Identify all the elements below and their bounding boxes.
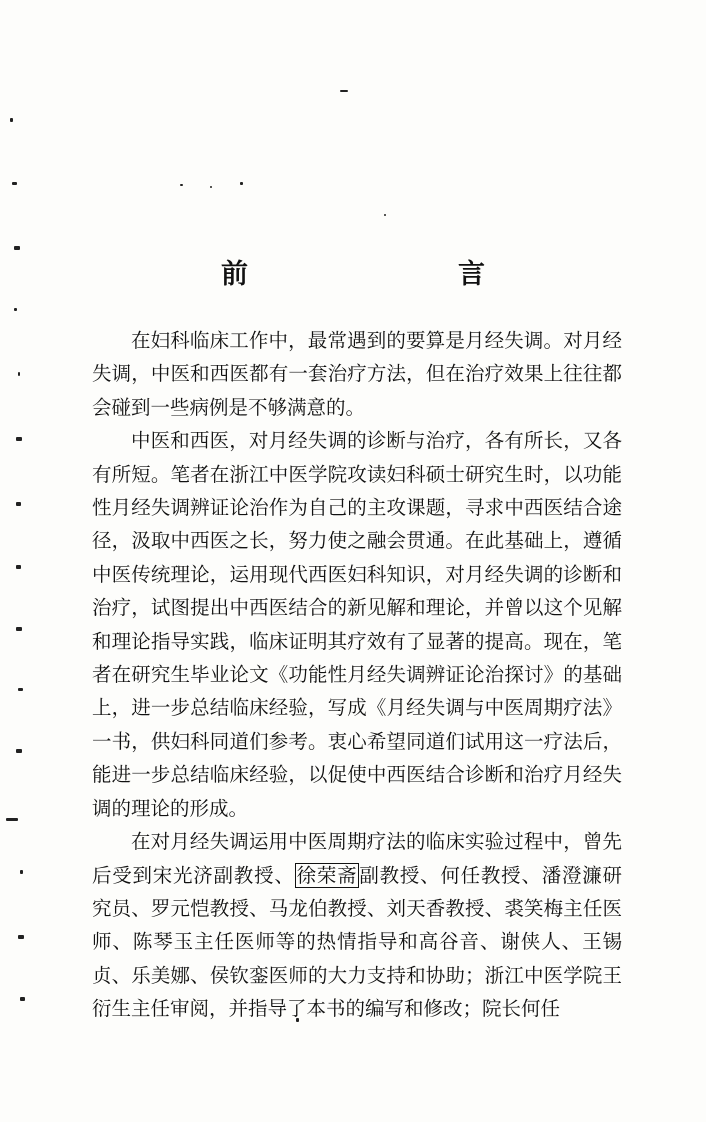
boxed-name: 徐荣斋 [296,863,358,887]
paragraph-3 [92,825,622,1025]
paragraph-2: 中医和西医，对月经失调的诊断与治疗，各有所长，又各有所短。笔者在浙江中医学院攻读妇科硕士研究生时，以功能性月经失调辨证论治作为自己的主攻课题，寻求中西医结合途径，汲取中西医之长，努力使之融会贯通。在此基础上，遵循中医传统理论，运用现代西医妇科知识，对月经失调的诊断和治疗，试图提出中西医结合的新见解和理论，并曾以这个见解和理论指导实践，临床证明其疗效有了显著的提高。现在，笔者在研究生毕业论文《功能性月经失调辨证论治探讨》的基础上，进一步总结临床经验，写成《月经失调与中医周期疗法》一书，供妇科同道们参考。衷心希望同道们试用这一疗法后，能进一步总结临床经验，以促使中西医结合诊断和治疗月经失调的理论的形成。 [92,429,622,820]
page-title: 前 言 [221,259,537,290]
paragraph-1: 在妇科临床工作中，最常遇到的要算是月经失调。对月经失调，中医和西医都有一套治疗方法，但在治疗效果上往往都会碰到一些病例是不够满意的。 [92,329,622,419]
body-text [92,324,622,1026]
paragraph-3-before: 在对月经失调运用中医周期疗法的临床实验过程中，曾先后受到宋光济副教授、 [92,830,622,887]
paragraph-3-after: 副教授、何任教授、潘澄濂研究员、罗元恺教授、马龙伯教授、刘天香教授、裘笑梅主任医师、陈琴玉主任医师等的热情指导和高谷音、谢侠人、王锡贞、乐美娜、侯钦銮医师的大力支持和协助；浙江中医学院王衍生主任审阅，并指导了本书的编写和修改；院长何任 [92,863,622,1021]
